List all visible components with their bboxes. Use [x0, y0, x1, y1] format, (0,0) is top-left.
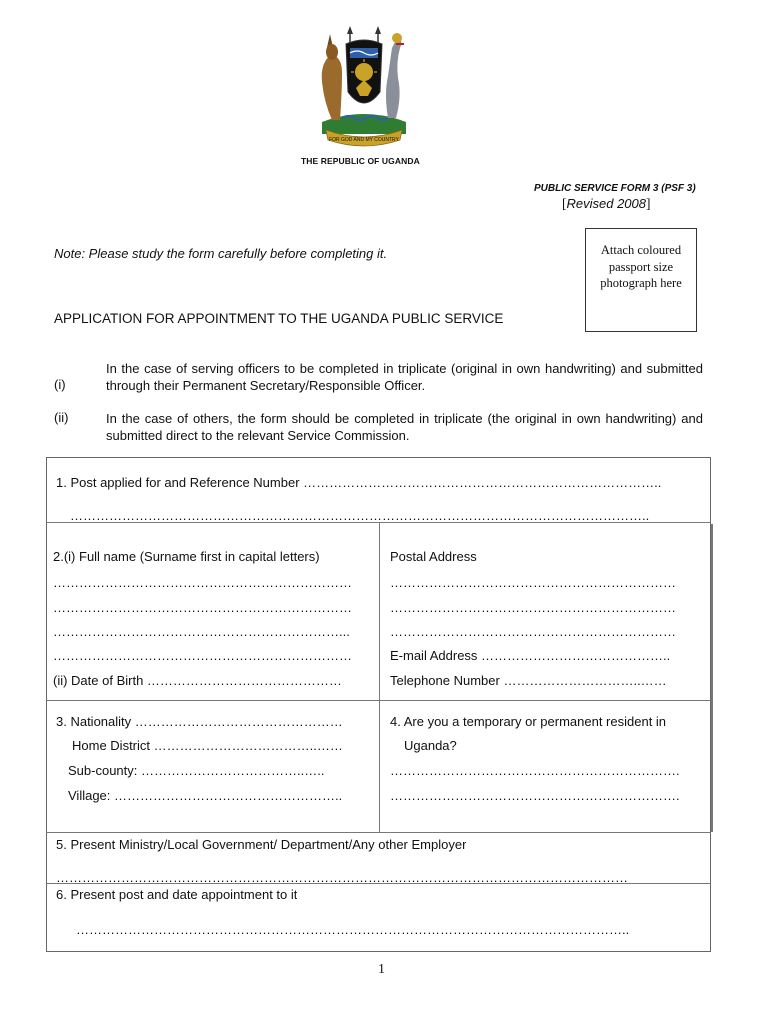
instruction-number: (ii) [54, 410, 69, 425]
village-field[interactable]: Village: …………………………………………….. [68, 788, 343, 803]
email-field[interactable]: E-mail Address …………………………………….. [390, 648, 671, 663]
q1-dotted-line[interactable]: …………………………………………………………………………………………………………………….. [70, 508, 650, 523]
postal-address-label: Postal Address [390, 549, 477, 564]
uganda-coat-of-arms-icon [312, 22, 416, 154]
q2-full-name-field[interactable]: …………………………………………………………... [53, 624, 350, 639]
row-divider [46, 832, 711, 833]
residency-question-label-cont: Uganda? [404, 738, 457, 753]
date-of-birth-field[interactable]: (ii) Date of Birth ……………………………………… [53, 673, 342, 688]
present-employer-label: 5. Present Ministry/Local Government/ Department/Any other Employer [56, 837, 467, 852]
q2-full-name-field[interactable]: …………………………………………………………… [53, 600, 352, 615]
photo-box-line: photograph here [600, 276, 682, 290]
residency-field[interactable]: …………………………………………………………. [390, 763, 680, 778]
photo-box-line: passport size [608, 259, 674, 274]
republic-heading: THE REPUBLIC OF UGANDA [301, 156, 420, 166]
postal-address-field[interactable]: ………………………………………………………… [390, 600, 676, 615]
svg-text:FOR GOD AND MY COUNTRY: FOR GOD AND MY COUNTRY [329, 137, 399, 143]
present-employer-field[interactable]: …………………………………………………………………………………………………………………… [56, 870, 628, 885]
photo-box [585, 228, 697, 332]
column-divider [379, 522, 380, 832]
page-number: 1 [378, 962, 385, 977]
q1-post-applied-field[interactable]: 1. Post applied for and Reference Number ……………………………………………………………………….. [56, 475, 662, 490]
telephone-field[interactable]: Telephone Number …………………………..…… [390, 673, 667, 688]
revised-label [562, 196, 651, 212]
present-post-label: 6. Present post and date appointment to it [56, 887, 298, 902]
nationality-field[interactable]: 3. Nationality ………………………………………… [56, 714, 343, 729]
residency-field[interactable]: …………………………………………………………. [390, 788, 680, 803]
instruction-number: (i) [54, 377, 66, 392]
q2-full-name-label: 2.(i) Full name (Surname first in capital letters) [53, 549, 320, 564]
q2-full-name-field[interactable]: …………………………………………………………… [53, 575, 352, 590]
present-post-field[interactable]: ……………………………………………………………………………………………………………….. [76, 922, 630, 937]
page-title: APPLICATION FOR APPOINTMENT TO THE UGANDA PUBLIC SERVICE [54, 311, 504, 326]
sub-county-field[interactable]: Sub-county: ………………………………..….. [68, 763, 325, 778]
postal-address-field[interactable]: ………………………………………………………… [390, 624, 676, 639]
residency-question-label: 4. Are you a temporary or permanent resident in [390, 714, 667, 729]
q2-full-name-field[interactable]: …………………………………………………………… [53, 648, 352, 663]
photo-box-line: Attach coloured [600, 243, 682, 257]
form-number: PUBLIC SERVICE FORM 3 (PSF 3) [534, 183, 696, 194]
instruction-text: In the case of serving officers to be completed in triplicate (original in own handwriting) and submitted through their Permanent Secretary/Responsible Officer. [106, 361, 703, 393]
instruction-text: In the case of others, the form should be completed in triplicate (the original in own handwriting) and submitted direct to the relevant Service Commission. [106, 411, 703, 443]
note-text: Note: Please study the form carefully before completing it. [54, 246, 388, 261]
postal-address-field[interactable]: ………………………………………………………… [390, 575, 676, 590]
revised-bracket-close: ] [646, 196, 651, 211]
revised-text: Revised 2008 [566, 196, 646, 211]
column-divider [711, 524, 713, 832]
home-district-field[interactable]: Home District ………………………………..…… [72, 738, 343, 753]
revised-bracket-open: [ [562, 196, 567, 211]
